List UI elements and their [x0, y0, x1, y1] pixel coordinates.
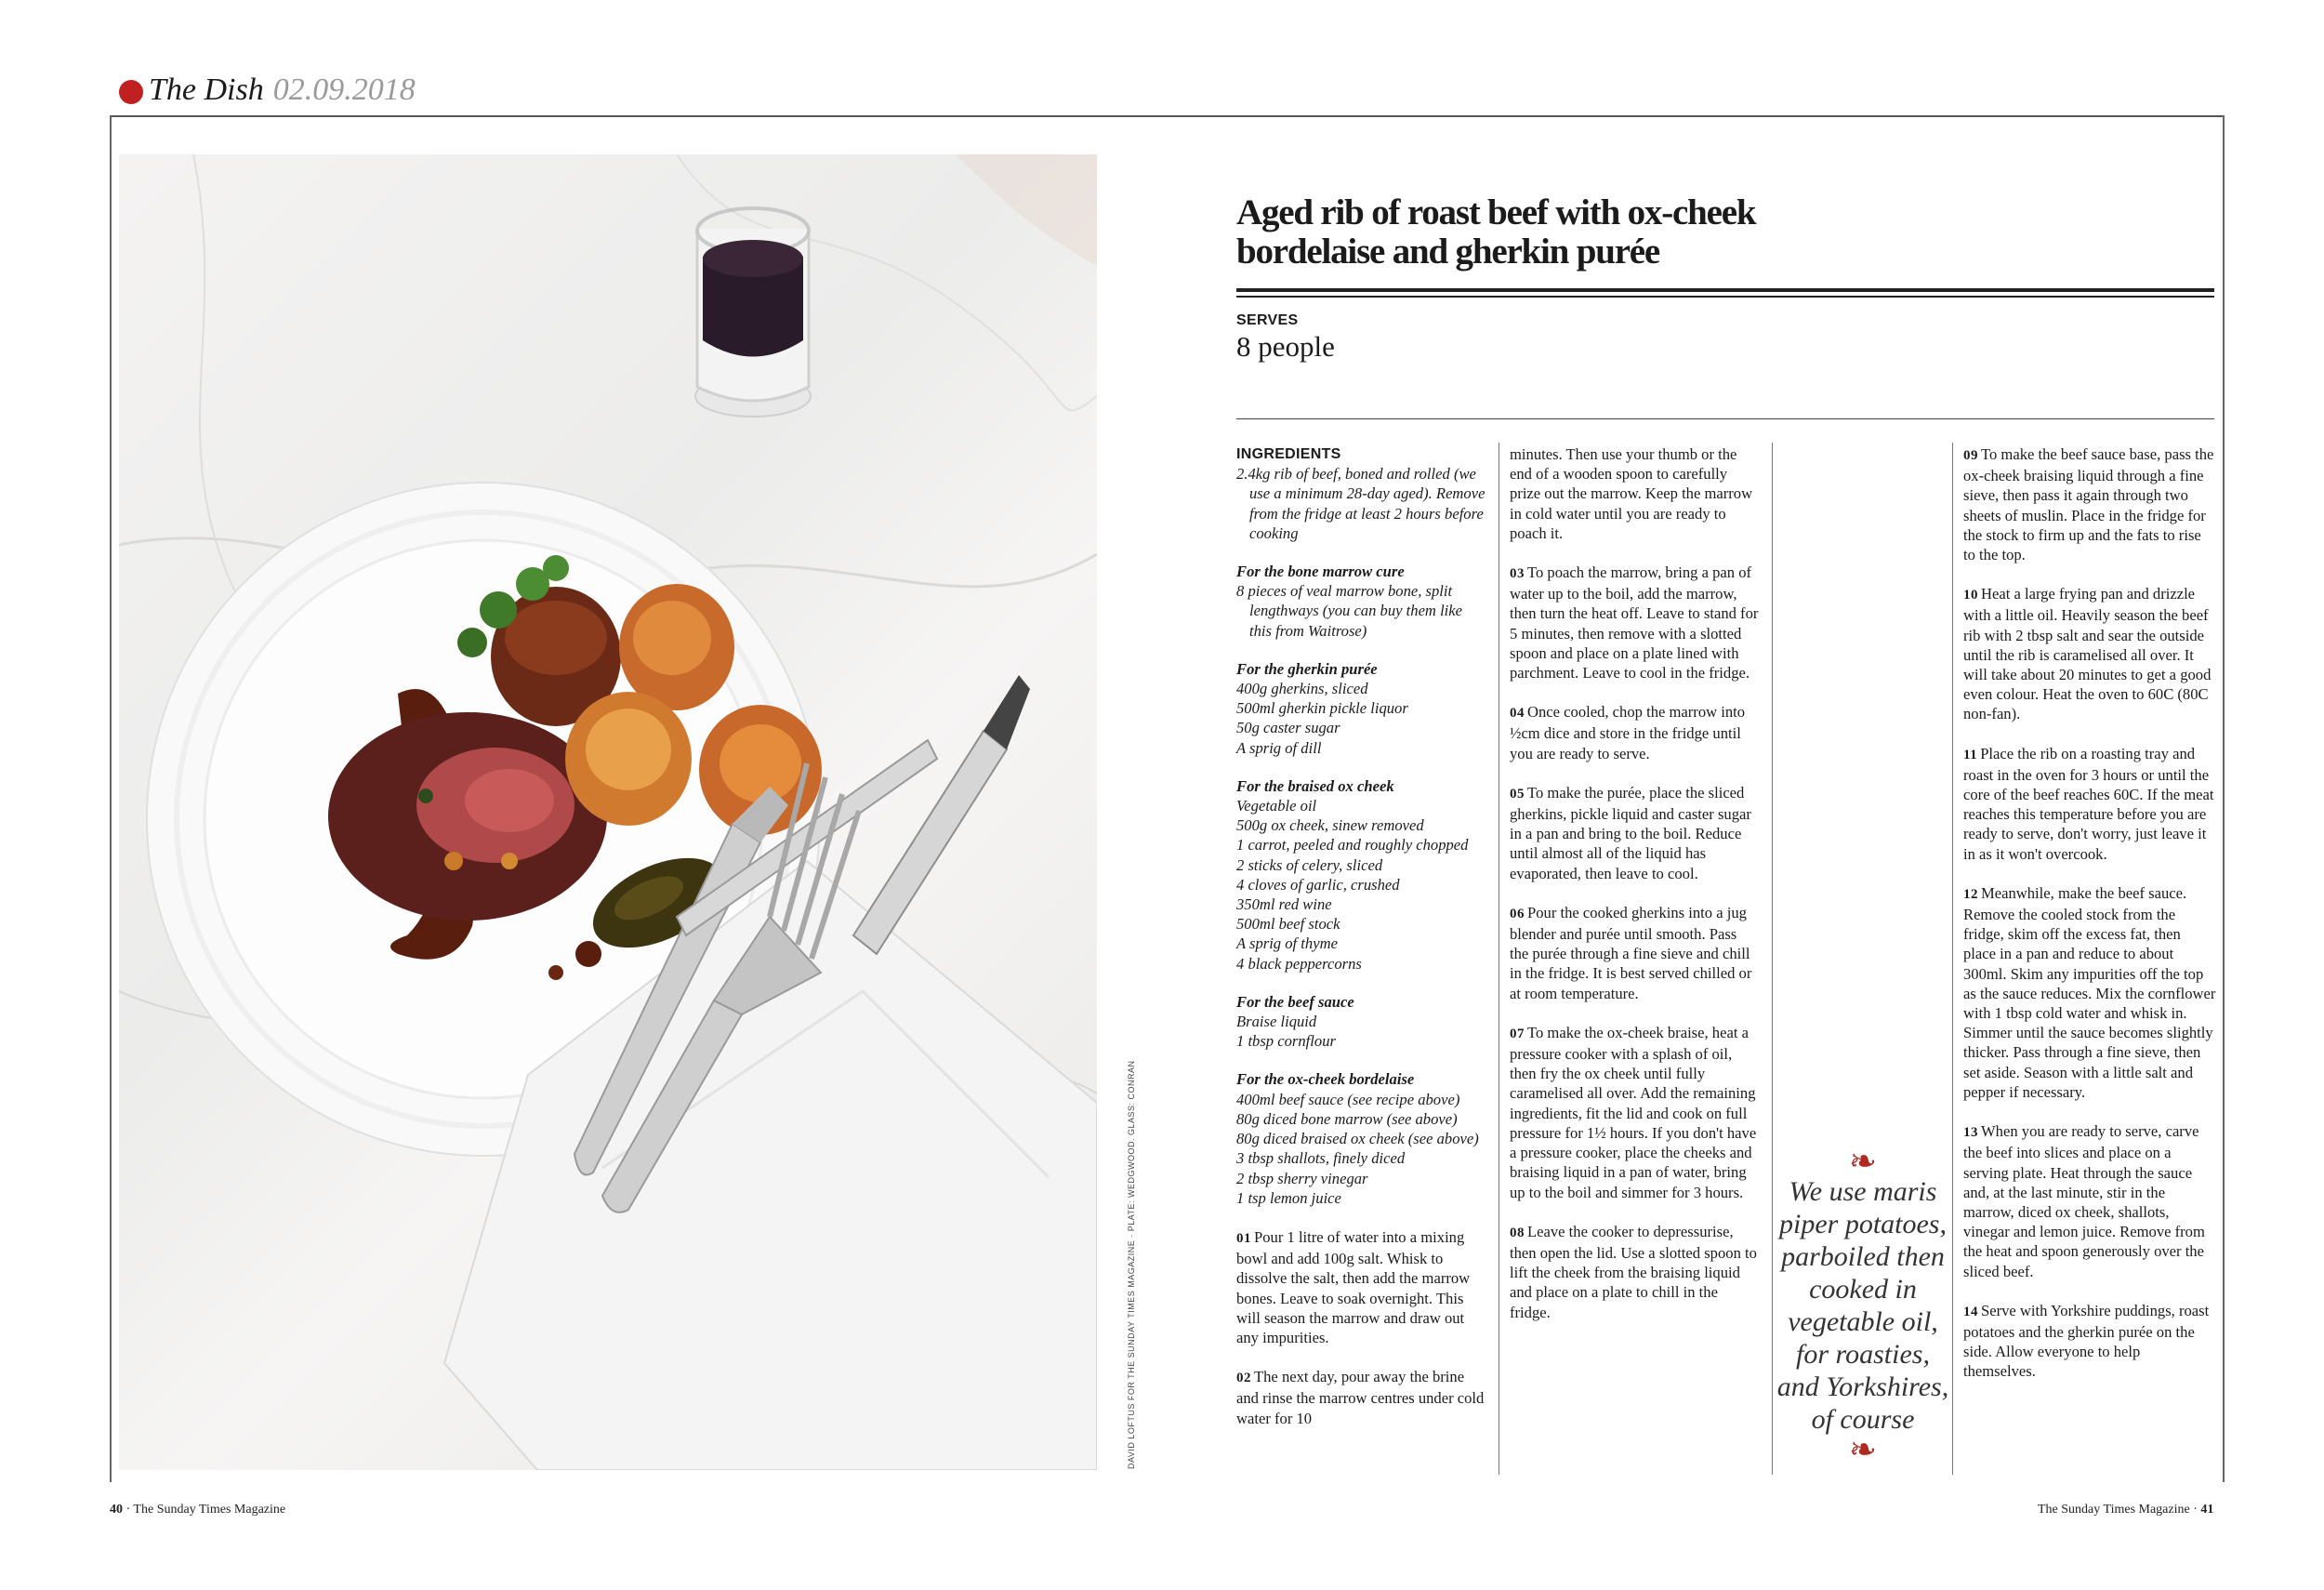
ingredient-item: 500g ox cheek, sinew removed [1236, 816, 1424, 835]
method-step [1963, 1301, 2216, 1382]
left-page-border [110, 115, 112, 1482]
step-number: 01 [1236, 1230, 1251, 1246]
pull-quote-text: We use maris piper potatoes, parboiled then cooked in vegetable oil, for roasties, and Yorkshires, of course [1776, 1176, 1949, 1435]
ingredient-item: 1 tbsp cornflour [1236, 1032, 1336, 1051]
ingredient-item: A sprig of thyme [1236, 934, 1338, 953]
ingredients-heading: INGREDIENTS [1236, 446, 1341, 462]
ingredient-item: 400ml beef sauce (see recipe above) [1236, 1090, 1460, 1108]
ingredient-item: 2 sticks of celery, sliced [1236, 855, 1383, 874]
ingredient-item: Vegetable oil [1236, 797, 1317, 815]
ingredient-item: Braise liquid [1236, 1013, 1317, 1031]
step-text: Pour the cooked gherkins into a jug blender and purée until smooth. Pass the purée through a fine sieve and chill in the fridge. It is best served chilled or at room temperature. [1510, 903, 1752, 1002]
step-text: Heat a large frying pan and drizzle with a little oil. Heavily season the beef rib with 2 tbsp salt and sear the outside until the rib is caramelised all over. It will take about 20 minutes to get a good even colour. Heat the oven to 60C (80C non-fan). [1963, 585, 2212, 723]
photo-credit: DAVID LOFTUS FOR THE SUNDAY TIMES MAGAZINE · PLATE: WEDGWOOD. GLASS: CONRAN [1127, 1060, 1136, 1469]
ingredient-group-title: For the bone marrow cure [1236, 563, 1405, 581]
ingredient-item: 2 tbsp sherry vinegar [1236, 1169, 1368, 1187]
ingredient-group-title: For the beef sauce [1236, 992, 1354, 1011]
ingredient-item: 1 carrot, peeled and roughly chopped [1236, 836, 1469, 855]
ingredient-item: A sprig of dill [1236, 738, 1322, 757]
ingredients-main-list [1236, 464, 1487, 543]
title-rule-thick [1236, 288, 2214, 292]
step-text: Meanwhile, make the beef sauce. Remove the cooled stock from the fridge, skim off the excess fat, then place in a pan and reduce to about 300ml. Skim any impurities off the top as the sauce reduces. Mix the cornflower with 1 tbsp cold water and whisk in. Simmer until the sauce becomes slightly thicker. Pass through a fine sieve, then set aside. Season with a little salt and pepper if necessary. [1963, 883, 2216, 1101]
page-number-left: 40 [110, 1503, 123, 1517]
step-text: Serve with Yorkshire puddings, roast potatoes and the gherkin purée on the side. Allow everyone to help themselves. [1963, 1301, 2210, 1381]
method-step [1236, 1367, 1487, 1428]
step-text: The next day, pour away the brine and rinse the marrow centres under cold water for 10 [1236, 1368, 1485, 1427]
step-text: To make the beef sauce base, pass the ox-cheek braising liquid through a fine sieve, then pass it again through two sheets of muslin. Place in the fridge for the stock to firm up and the fats to rise to the top. [1963, 445, 2214, 564]
recipe-title: Aged rib of roast beef with ox-cheek bordelaise and gherkin purée [1236, 192, 1756, 272]
serves-label: SERVES [1236, 312, 1299, 328]
section-bullet-icon [119, 80, 143, 104]
footer-left: 40 · The Sunday Times Magazine [110, 1503, 286, 1517]
method-step [1236, 1227, 1487, 1347]
page-number-right: 41 [2200, 1503, 2214, 1517]
step-number: 03 [1510, 566, 1525, 582]
step-text: To make the ox-cheek braise, heat a pressure cooker with a splash of oil, then fry the ox cheek until fully caramelised all over. Add the remaining ingredients, fit the lid and cook on full pressure for 1½ hours. If you don't have a pressure cooker, place the cheeks and braising liquid in a pan of water, bring up to the boil and simmer for 3 hours. [1510, 1023, 1757, 1201]
method-step [1510, 1222, 1759, 1322]
decorative-flourish-icon: ❧ [1848, 1431, 1878, 1468]
method-step [1510, 1023, 1759, 1202]
step-text: To poach the marrow, bring a pan of water up to the boil, add the marrow, then turn the heat off. Leave to stand for 5 minutes, then remove with a slotted spoon and place on a plate lined with parchment. Leave to cool in the fridge. [1510, 563, 1759, 682]
ingredient-item: 2.4kg rib of beef, boned and rolled (we use a minimum 28-day aged). Remove from the fridge at least 2 hours before cooking [1236, 465, 1486, 542]
step-number: 07 [1510, 1026, 1525, 1041]
ingredient-item: 8 pieces of veal marrow bone, split lengthways (you can buy them like this from Waitrose) [1236, 582, 1463, 640]
food-photo [119, 154, 1097, 1470]
ingredient-item: 350ml red wine [1236, 895, 1332, 914]
ingredient-item: 3 tbsp shallots, finely diced [1236, 1149, 1406, 1168]
ingredient-item: 80g diced bone marrow (see above) [1236, 1109, 1458, 1128]
ingredient-group-title: For the gherkin purée [1236, 659, 1378, 678]
step-text: When you are ready to serve, carve the beef into slices and place on a serving plate. Heat through the sauce and, at the last minute, stir in the marrow, diced ox cheek, shallots, vinegar and lemon juice. Remove from the heat and spoon generously over the sliced beef. [1963, 1122, 2205, 1280]
decorative-flourish-icon: ❧ [1848, 1143, 1878, 1180]
step-number: 11 [1963, 747, 1978, 762]
step-text: Leave the cooker to depressurise, then open the lid. Use a slotted spoon to lift the cheek from the braising liquid and place on a plate to chill in the fridge. [1510, 1222, 1757, 1321]
ingredient-item: 4 black peppercorns [1236, 954, 1362, 973]
ingredient-item: 1 tsp lemon juice [1236, 1188, 1341, 1207]
pull-quote [1774, 1143, 1952, 1468]
serves-rule [1236, 418, 2214, 419]
step-number: 04 [1510, 706, 1525, 722]
step-number: 09 [1963, 448, 1978, 463]
ingredients-column [1236, 444, 1487, 1448]
step-text: Once cooled, chop the marrow into ½cm dice and store in the fridge until you are ready to serve. [1510, 703, 1746, 762]
ingredient-group-title: For the ox-cheek bordelaise [1236, 1070, 1415, 1089]
section-header [149, 73, 416, 108]
step-text: To make the purée, place the sliced gherkins, pickle liquid and caster sugar in a pan and bring to the boil. Reduce until almost all of the liquid has evaporated, then leave to cool. [1510, 783, 1751, 882]
method-step [1510, 903, 1759, 1003]
ingredient-item: 80g diced braised ox cheek (see above) [1236, 1130, 1479, 1148]
ingredient-item: 400g gherkins, sliced [1236, 680, 1368, 698]
method-steps-col1 [1236, 1227, 1487, 1428]
method-step [1510, 563, 1759, 682]
step-number: 02 [1236, 1371, 1251, 1386]
method-column-4 [1963, 444, 2216, 1401]
step-number: 10 [1963, 588, 1978, 603]
ingredient-group-title: For the braised ox cheek [1236, 776, 1394, 795]
step-number: 06 [1510, 906, 1525, 921]
footer-right: The Sunday Times Magazine · 41 [2038, 1503, 2214, 1517]
ingredient-groups [1236, 562, 1487, 1208]
method-step [1510, 444, 1759, 543]
ingredient-item: 50g caster sugar [1236, 719, 1340, 737]
issue-date: 02.09.2018 [272, 73, 416, 107]
right-page-border [2223, 115, 2225, 1482]
method-step [1963, 444, 2216, 564]
step-text: Place the rib on a roasting tray and roast in the oven for 3 hours or until the core of the beef reaches 60C. If the meat reaches this temperature before you are ready to serve, don't worry, just leave it in as it won't overcook. [1963, 744, 2214, 863]
footer-left-publication: The Sunday Times Magazine [133, 1503, 286, 1517]
step-text: minutes. Then use your thumb or the end of a wooden spoon to carefully prize out the marrow. Keep the marrow in cold water until you are ready to poach it. [1510, 445, 1753, 542]
step-number: 05 [1510, 786, 1525, 802]
ingredient-item: 500ml gherkin pickle liquor [1236, 699, 1408, 718]
method-step [1963, 1121, 2216, 1281]
step-number: 14 [1963, 1304, 1978, 1319]
method-column-2 [1510, 444, 1759, 1342]
section-name: The Dish [149, 73, 264, 107]
method-step [1510, 783, 1759, 883]
serves-value: 8 people [1236, 330, 1335, 363]
header-rule [110, 115, 2225, 117]
ingredient-item: 4 cloves of garlic, crushed [1236, 875, 1400, 894]
column-divider [1952, 443, 1953, 1475]
step-number: 08 [1510, 1225, 1525, 1240]
footer-right-publication: The Sunday Times Magazine [2038, 1503, 2190, 1517]
ingredient-item: 500ml beef stock [1236, 915, 1340, 934]
step-number: 12 [1963, 886, 1978, 902]
method-step [1963, 883, 2216, 1102]
title-rule-thin [1236, 296, 2214, 298]
step-number: 13 [1963, 1125, 1978, 1141]
method-step [1510, 702, 1759, 763]
method-step [1963, 584, 2216, 723]
method-step [1963, 744, 2216, 864]
step-text: Pour 1 litre of water into a mixing bowl and add 100g salt. Whisk to dissolve the salt, then add the marrow bones. Leave to soak overnight. This will season the marrow and draw out any impurities. [1236, 1227, 1471, 1346]
column-divider [1772, 443, 1773, 1475]
